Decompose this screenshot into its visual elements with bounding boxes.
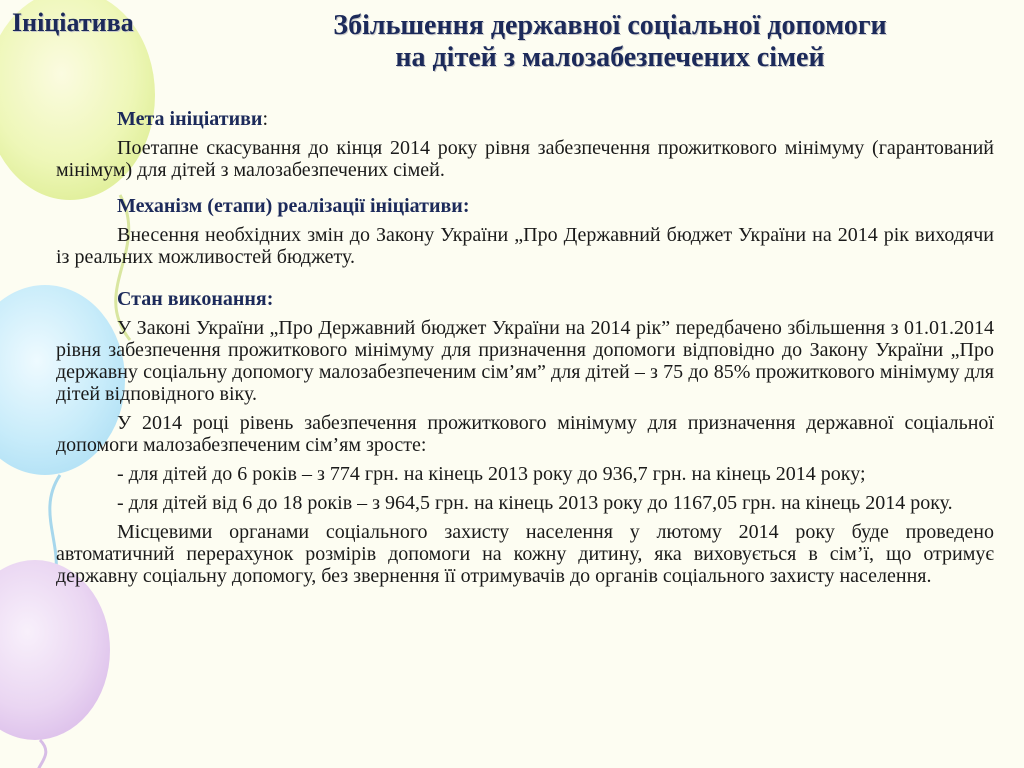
status-paragraph-2: У 2014 році рівень забезпечення прожиткового мінімуму для призначення державної соціальної допомоги малозабезпеченим сім’ям зросте: <box>56 412 994 456</box>
goal-text: Поетапне скасування до кінця 2014 року рівня забезпечення прожиткового мінімуму (гарантований мінімум) для дітей з малозабезпечених сімей. <box>56 137 994 181</box>
page-title-line-2: на дітей з малозабезпечених сімей <box>395 42 825 73</box>
status-paragraph-5: Місцевими органами соціального захисту населення у лютому 2014 року буде проведено автоматичний перерахунок розмірів допомоги на кожну дитину, яка виховується в сім’ї, що отримує державну соціальну допомогу, без звернення її отримувачів до органів соціального захисту населення. <box>56 521 994 587</box>
initiative-label: Ініціатива <box>12 8 134 37</box>
status-paragraph-4: - для дітей від 6 до 18 років – з 964,5 грн. на кінець 2013 року до 1167,05 грн. на кінець 2014 року. <box>117 492 953 514</box>
mechanism-heading: Механізм (етапи) реалізації ініціативи: <box>117 195 470 217</box>
status-heading: Стан виконання: <box>117 288 274 310</box>
page-title-line-1: Збільшення державної соціальної допомоги <box>333 10 887 41</box>
status-paragraph-3: - для дітей до 6 років – з 774 грн. на кінець 2013 року до 936,7 грн. на кінець 2014 року; <box>117 463 866 485</box>
status-paragraph-1: У Законі України „Про Державний бюджет України на 2014 рік” передбачено збільшення з 01.01.2014 рівня забезпечення прожиткового мінімуму для призначення допомоги відповідно до Закону України „Про державну соціальну допомогу малозабезпеченим сім’ям” для дітей – з 75 до 85% прожиткового мінімуму для дітей відповідного віку. <box>56 317 994 405</box>
goal-heading-colon: : <box>262 108 268 130</box>
goal-heading-text: Мета ініціативи <box>117 108 263 130</box>
slide-content <box>56 108 994 587</box>
goal-heading <box>56 108 994 130</box>
page-title <box>230 10 990 74</box>
mechanism-text: Внесення необхідних змін до Закону України „Про Державний бюджет України на 2014 рік виходячи із реальних можливостей бюджету. <box>56 224 994 268</box>
